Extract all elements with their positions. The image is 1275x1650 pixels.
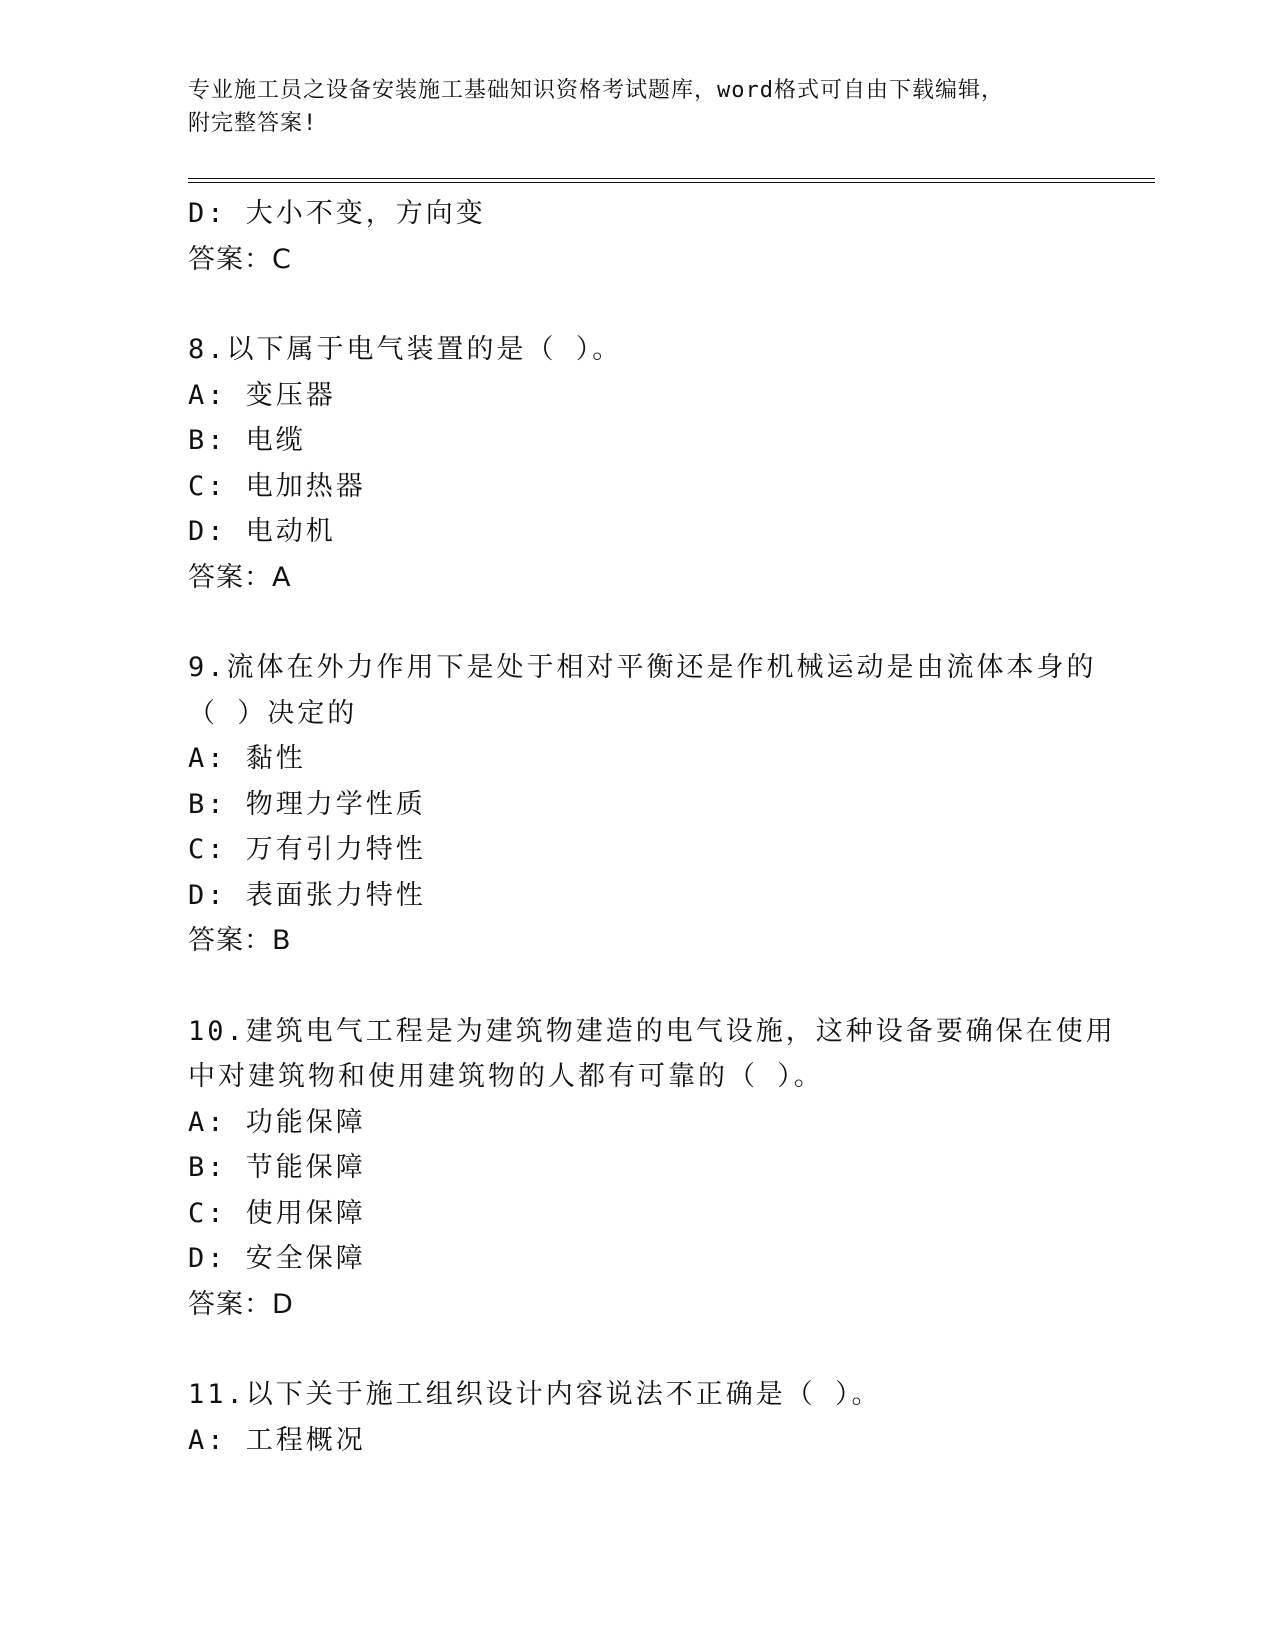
option-d: D: 表面张力特性 [188,879,426,911]
header-title-line1: 专业施工员之设备安装施工基础知识资格考试题库，word格式可自由下载编辑， [188,78,1004,103]
option-d: D: 安全保障 [188,1243,366,1274]
question-stem: 11.以下关于施工组织设计内容说法不正确是（ ）。 [188,1379,882,1410]
question-10 [188,1009,1155,1328]
option-a: A: 变压器 [188,379,336,411]
option-c: C: 使用保障 [188,1197,366,1229]
question-7 [188,191,1155,282]
question-list [188,191,1155,1463]
option-b: B: 物理力学性质 [188,788,426,820]
question-stem-line1: 9.流体在外力作用下是处于相对平衡还是作机械运动是由流体本身的 [188,652,1097,683]
option-c: C: 万有引力特性 [188,834,426,865]
question-stem: 8.以下属于电气装置的是（ ）。 [188,334,623,365]
answer-label: 答案：B [188,925,292,956]
question-stem-line2: 中对建筑物和使用建筑物的人都有可靠的（ ）。 [188,1061,824,1092]
option-a: A: 工程概况 [188,1424,366,1456]
option-a: A: 功能保障 [188,1106,366,1138]
document-header [188,74,1088,140]
spacer [188,600,1155,645]
option-b: B: 电缆 [188,425,306,456]
option-d: D: 大小不变，方向变 [188,198,486,229]
option-c: C: 电加热器 [188,470,366,502]
option-a: A: 黏性 [188,743,306,774]
spacer [188,1327,1155,1372]
question-11 [188,1372,1155,1463]
header-title-line2: 附完整答案! [188,111,318,136]
option-d: D: 电动机 [188,516,336,547]
answer-label: 答案：A [188,561,292,593]
question-stem-line1: 10.建筑电气工程是为建筑物建造的电气设施，这种设备要确保在使用 [188,1015,1116,1047]
option-b: B: 节能保障 [188,1152,366,1183]
answer-label: 答案：D [188,1288,294,1320]
spacer [188,964,1155,1009]
question-stem-line2: （ ）决定的 [188,697,358,729]
question-9 [188,645,1155,964]
answer-label: 答案：C [188,243,292,275]
header-double-rule [188,178,1155,183]
spacer [188,282,1155,327]
question-8 [188,327,1155,600]
